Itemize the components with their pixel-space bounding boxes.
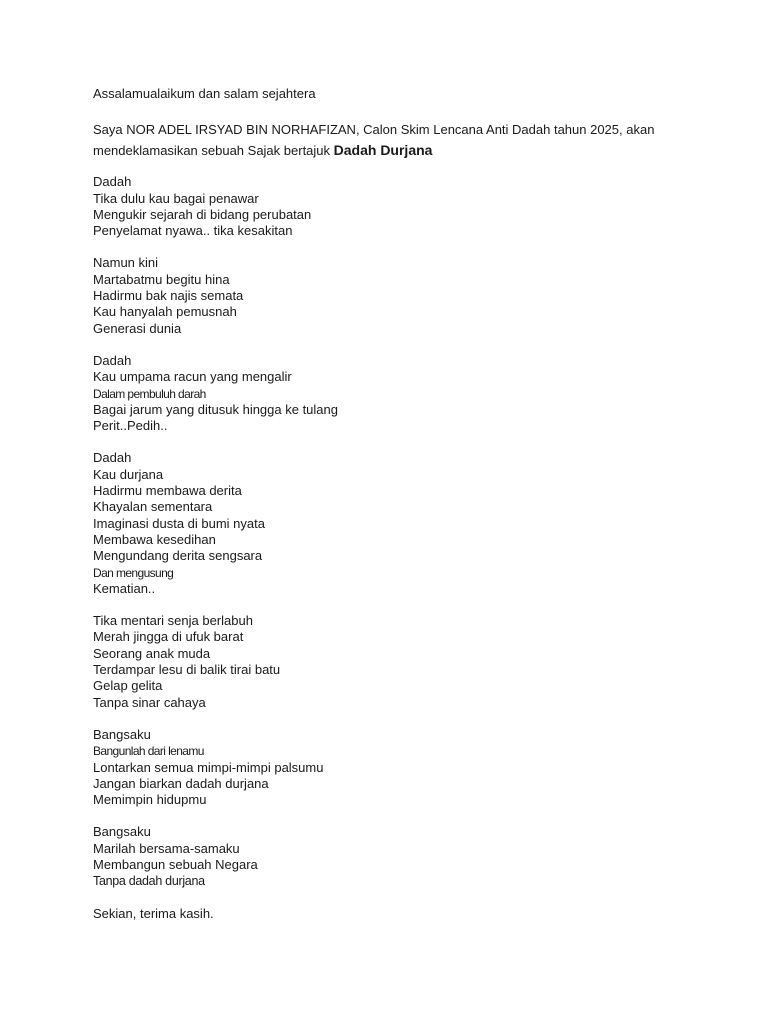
poem-line: Membawa kesedihan: [93, 531, 216, 547]
poem-line: Tika dulu kau bagai penawar: [93, 190, 259, 206]
poem-line: Bangsaku: [93, 726, 151, 742]
poem-line: Kau durjana: [93, 466, 164, 482]
poem-line: Martabatmu begitu hina: [93, 271, 230, 287]
poem-line: Khayalan sementara: [93, 499, 213, 515]
poem-line: Tanpa sinar cahaya: [93, 694, 206, 710]
stanza-2: [93, 255, 693, 336]
poem-line: Dadah: [93, 450, 132, 466]
greeting-line: Assalamualaikum dan salam sejahtera: [93, 86, 316, 101]
poem-line: Tika mentari senja berlabuh: [93, 613, 253, 629]
poem-title: Dadah Durjana: [333, 142, 433, 159]
poem-line: Marilah bersama-samaku: [93, 840, 240, 856]
poem-line: Membangun sebuah Negara: [93, 856, 258, 872]
document-page: [93, 86, 693, 922]
poem-line: Dadah: [93, 174, 132, 190]
poem-line: Bangunlah dari lenamu: [93, 744, 204, 759]
poem-line: Kau hanyalah pemusnah: [93, 304, 237, 320]
poem-line: Mengukir sejarah di bidang perubatan: [93, 206, 312, 222]
poem-line: Mengundang derita sengsara: [93, 548, 263, 564]
poem-line: Namun kini: [93, 255, 159, 271]
poem-line: Memimpin hidupmu: [93, 792, 207, 808]
poem-line: Gelap gelita: [93, 678, 163, 694]
poem-line: Hadirmu membawa derita: [93, 483, 242, 499]
poem-line: Bagai jarum yang ditusuk hingga ke tulang: [93, 401, 338, 417]
poem-line: Jangan biarkan dadah durjana: [93, 775, 269, 791]
stanza-3: [93, 353, 693, 434]
poem-line: Perit..Pedih..: [93, 418, 168, 434]
stanza-4: [93, 450, 693, 597]
intro-paragraph: [93, 120, 693, 160]
poem-line: Generasi dunia: [93, 320, 182, 336]
poem-line: Tanpa dadah durjana: [93, 874, 205, 889]
poem-line: Bangsaku: [93, 824, 151, 840]
intro-line-2-text: mendeklamasikan sebuah Sajak bertajuk: [93, 143, 334, 159]
poem-line: Kau umpama racun yang mengalir: [93, 369, 292, 385]
closing-line: Sekian, terima kasih.: [93, 905, 214, 921]
poem-line: Imaginasi dusta di bumi nyata: [93, 515, 265, 531]
poem-line: Seorang anak muda: [93, 645, 211, 661]
intro-line-2: [93, 140, 693, 160]
poem-line: Hadirmu bak najis semata: [93, 288, 244, 304]
stanza-7: [93, 824, 693, 889]
poem-line: Merah jingga di ufuk barat: [93, 629, 244, 645]
stanza-6: [93, 727, 693, 808]
poem-line: Terdampar lesu di balik tirai batu: [93, 662, 281, 678]
poem-line: Penyelamat nyawa.. tika kesakitan: [93, 223, 293, 239]
poem-line: Dadah: [93, 352, 132, 368]
stanza-5: [93, 613, 693, 711]
poem-line: Kematian..: [93, 580, 156, 596]
poem-line: Dan mengusung: [93, 565, 174, 580]
poem-line: Lontarkan semua mimpi-mimpi palsumu: [93, 759, 324, 775]
poem-line: Dalam pembuluh darah: [93, 386, 206, 401]
intro-line-1: Saya NOR ADEL IRSYAD BIN NORHAFIZAN, Calon Skim Lencana Anti Dadah tahun 2025, akan: [93, 122, 655, 138]
stanza-1: [93, 174, 693, 239]
